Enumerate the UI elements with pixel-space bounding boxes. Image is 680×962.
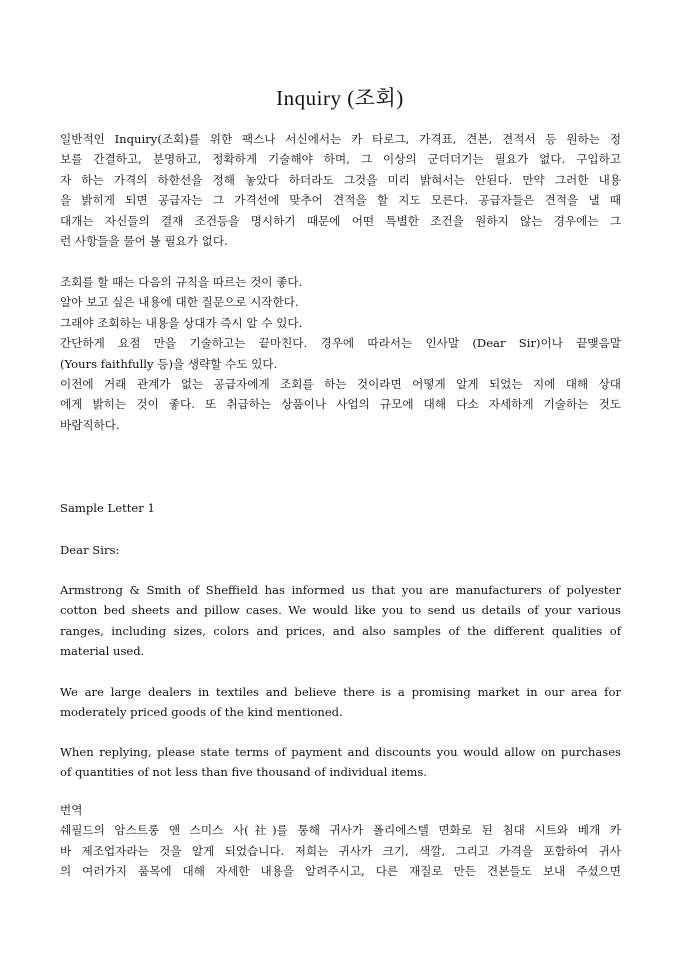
sample-heading-text: Sample Letter 1 xyxy=(60,501,155,515)
rules-line: 바람직하다. xyxy=(60,417,120,432)
intro-line: 을 밝히게 되면 공급자는 그 가격선에 맞추어 견적을 할 지도 모른다. 공급자들은 견적을 낼 때 xyxy=(60,193,621,208)
intro-line: 일반적인 Inquiry(조회)를 위한 팩스나 서신에서는 카 타로그, 가격표, 견본, 견적서 등 원하는 정 xyxy=(60,132,621,146)
page-title: Inquiry (조회) xyxy=(276,86,404,110)
translation-line: 바 제조업자라는 것을 알게 되었습니다. 저희는 귀사가 크기, 색깔, 그리고 가격을 포함하여 귀사 xyxy=(60,843,621,858)
intro-line: 보를 간결하고, 분명하고, 정확하게 기술해야 하며, 그 이상의 군더더기는 필요가 없다. 구입하고 xyxy=(60,152,621,167)
letter-paragraph-3 xyxy=(60,742,621,783)
rules-line: 알아 보고 싶은 내용에 대한 질문으로 시작한다. xyxy=(60,295,299,310)
rules-line: 조회를 할 때는 다음의 규칙을 따르는 것이 좋다. xyxy=(60,275,303,289)
intro-line: 자 하는 가격의 하한선을 정해 놓았다 하더라도 그것을 미리 밝혀서는 안된다. 만약 그러한 내용 xyxy=(60,172,621,187)
rules-line: 이전에 거래 관계가 없는 공급자에게 조회를 하는 것이라면 어떻게 알게 되었는 지에 대해 상대 xyxy=(60,377,621,392)
rules-line: (Yours faithfully 등)을 생략할 수도 있다. xyxy=(60,356,278,371)
letter-paragraph-1 xyxy=(60,580,621,662)
sample-heading xyxy=(60,498,621,518)
salutation-text: Dear Sirs: xyxy=(60,543,120,557)
letter-line: ranges, including sizes, colors and prices, and also samples of the different qualities of xyxy=(60,623,621,638)
translation-line: 쉐필드의 암스트롱 앤 스미스 사(社)를 통해 귀사가 폴리에스텔 면화로 된 침대 시트와 베개 카 xyxy=(60,823,621,838)
translation-heading: 번역 xyxy=(60,803,83,817)
letter-line: material used. xyxy=(60,644,145,659)
rules-line: 간단하게 요점 만을 기술하고는 끝마친다. 경우에 따라서는 인사말 (Dear Sir)이나 끝맺음말 xyxy=(60,336,621,351)
letter-line: We are large dealers in textiles and believe there is a promising market in our area for xyxy=(60,685,621,699)
translation-line: 의 여러가지 품목에 대해 자세한 내용을 알려주시고, 다른 재질로 만든 견본들도 보내 주셨으면 xyxy=(60,864,621,879)
intro-line: 런 사항들을 물어 볼 필요가 없다. xyxy=(60,234,228,249)
rules-line: 그래야 조회하는 내용을 상대가 즉시 알 수 있다. xyxy=(60,315,303,330)
intro-paragraph xyxy=(60,129,621,251)
rules-paragraph xyxy=(60,272,621,435)
rules-line: 에게 밝히는 것이 좋다. 또 취급하는 상품이나 사업의 규모에 대해 다소 자세하게 기술하는 것도 xyxy=(60,397,621,412)
letter-line: When replying, please state terms of payment and discounts you would allow on purchases xyxy=(60,745,621,759)
salutation xyxy=(60,540,621,560)
intro-line: 대개는 자신들의 결재 조건등을 명시하기 때문에 어떤 특별한 조건을 원하지 않는 경우에는 그 xyxy=(60,213,621,228)
letter-paragraph-2 xyxy=(60,682,621,723)
letter-line: moderately priced goods of the kind mentioned. xyxy=(60,705,343,720)
letter-line: cotton bed sheets and pillow cases. We would like you to send us details of your various xyxy=(60,603,621,618)
translation-section xyxy=(60,800,621,882)
letter-line: of quantities of not less than five thousand of individual items. xyxy=(60,765,427,780)
letter-line: Armstrong & Smith of Sheffield has informed us that you are manufacturers of polyester xyxy=(60,583,621,597)
